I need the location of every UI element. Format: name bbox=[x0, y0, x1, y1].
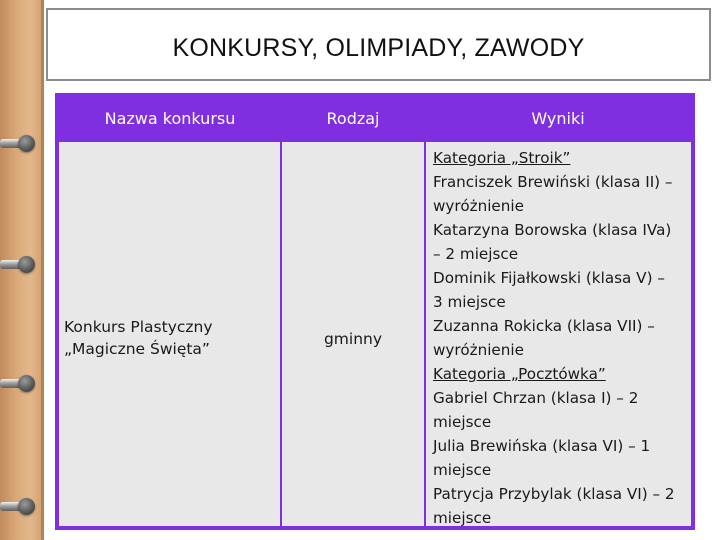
contest-type: gminny bbox=[323, 330, 383, 348]
header-results: Wyniki bbox=[531, 109, 585, 128]
contest-name-line: Konkurs Plastyczny bbox=[64, 318, 213, 336]
result-line: Patrycja Przybylak (klasa VI) – 2 bbox=[433, 485, 675, 503]
cell-contest-name bbox=[59, 142, 280, 526]
binder-ring-icon bbox=[0, 371, 36, 397]
result-line: miejsce bbox=[433, 509, 492, 527]
binder-ring-icon bbox=[0, 131, 36, 157]
header-name: Nazwa konkursu bbox=[104, 109, 236, 128]
result-category: Kategoria „Stroik” bbox=[433, 149, 571, 167]
result-line: Julia Brewińska (klasa VI) – 1 bbox=[433, 437, 651, 455]
binder-ring-icon bbox=[0, 494, 36, 520]
table-header bbox=[59, 97, 691, 140]
header-type: Rodzaj bbox=[326, 109, 380, 128]
result-line: – 2 miejsce bbox=[433, 245, 519, 263]
title-box bbox=[46, 8, 711, 81]
result-line: Katarzyna Borowska (klasa IVa) bbox=[433, 221, 672, 239]
result-line: wyróżnienie bbox=[433, 341, 524, 359]
table-row bbox=[59, 142, 691, 526]
page-title: KONKURSY, OLIMPIADY, ZAWODY bbox=[172, 34, 585, 62]
result-category: Kategoria „Pocztówka” bbox=[433, 365, 606, 383]
result-line: Zuzanna Rokicka (klasa VII) – bbox=[433, 317, 655, 335]
result-line: Franciszek Brewiński (klasa II) – bbox=[433, 173, 673, 191]
result-line: Dominik Fijałkowski (klasa V) – bbox=[433, 269, 665, 287]
binder-ring-icon bbox=[0, 252, 36, 278]
results-table bbox=[55, 93, 695, 530]
result-line: wyróżnienie bbox=[433, 197, 524, 215]
contest-name-line: „Magiczne Święta” bbox=[64, 340, 210, 358]
cell-contest-type bbox=[282, 142, 424, 526]
cell-results bbox=[426, 142, 691, 526]
notebook-binding bbox=[0, 0, 44, 540]
result-line: miejsce bbox=[433, 461, 492, 479]
result-line: 3 miejsce bbox=[433, 293, 506, 311]
result-line: miejsce bbox=[433, 413, 492, 431]
result-line: Gabriel Chrzan (klasa I) – 2 bbox=[433, 389, 639, 407]
